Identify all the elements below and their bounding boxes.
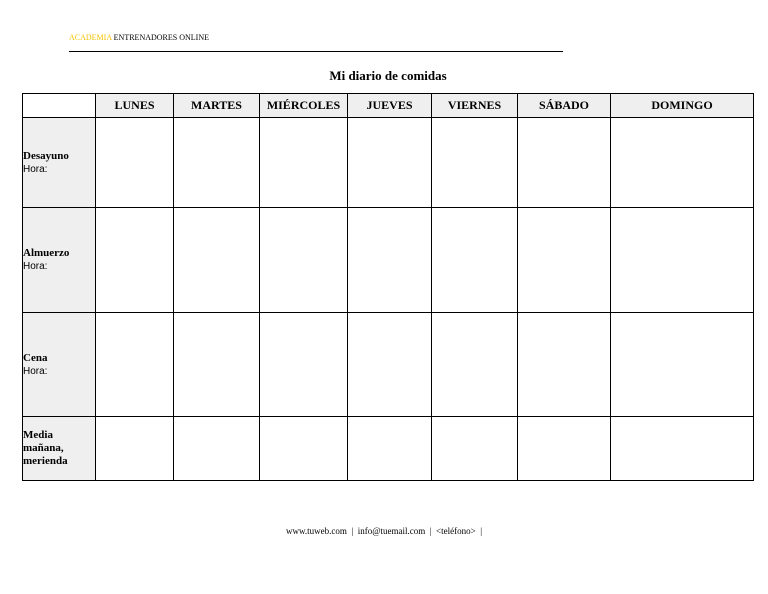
footer-email: info@tuemail.com <box>357 526 426 536</box>
corner-cell <box>23 94 96 118</box>
day-header: DOMINGO <box>611 94 754 118</box>
meal-name: Cena <box>23 351 48 364</box>
day-header-row <box>23 94 754 118</box>
meal-name: Almuerzo <box>23 247 70 259</box>
entry-cell[interactable] <box>260 118 348 208</box>
table-row <box>23 118 754 208</box>
footer-contact: www.tuweb.com | info@tuemail.com | <teléfono> | <box>285 526 482 536</box>
entry-cell[interactable] <box>260 313 348 417</box>
meal-name: Media mañana, merienda <box>23 429 68 467</box>
day-header: MARTES <box>174 94 260 118</box>
meal-time-label: Hora: <box>23 365 48 377</box>
entry-cell[interactable] <box>174 118 260 208</box>
day-header: MIÉRCOLES <box>260 94 348 118</box>
entry-cell[interactable] <box>260 208 348 313</box>
day-header: VIERNES <box>432 94 518 118</box>
brand-name: ENTRENADORES ONLINE <box>113 33 209 42</box>
entry-cell[interactable] <box>348 118 432 208</box>
meal-time-label: Hora: <box>23 163 48 175</box>
entry-cell[interactable] <box>174 208 260 313</box>
entry-cell[interactable] <box>432 118 518 208</box>
table-row <box>23 417 754 481</box>
entry-cell[interactable] <box>174 313 260 417</box>
entry-cell[interactable] <box>348 208 432 313</box>
entry-cell[interactable] <box>518 417 611 481</box>
entry-cell[interactable] <box>348 313 432 417</box>
meal-name: Desayuno <box>23 149 69 162</box>
entry-cell[interactable] <box>611 313 754 417</box>
entry-cell[interactable] <box>611 208 754 313</box>
footer-website: www.tuweb.com <box>285 526 347 536</box>
table-row <box>23 208 754 313</box>
meal-label <box>23 208 96 313</box>
entry-cell[interactable] <box>518 313 611 417</box>
entry-cell[interactable] <box>96 118 174 208</box>
entry-cell[interactable] <box>518 208 611 313</box>
entry-cell[interactable] <box>96 313 174 417</box>
brand-header <box>69 33 209 42</box>
day-header: SÁBADO <box>518 94 611 118</box>
header-divider <box>69 51 563 52</box>
meal-diary-table <box>22 93 754 481</box>
meal-time-label: Hora: <box>23 261 48 272</box>
entry-cell[interactable] <box>432 313 518 417</box>
table-row <box>23 313 754 417</box>
page-title: Mi diario de comidas <box>329 68 447 83</box>
day-header: JUEVES <box>348 94 432 118</box>
day-header: LUNES <box>96 94 174 118</box>
meal-label <box>23 313 96 417</box>
entry-cell[interactable] <box>348 417 432 481</box>
brand-accent: ACADEMIA <box>69 33 112 42</box>
entry-cell[interactable] <box>260 417 348 481</box>
entry-cell[interactable] <box>96 208 174 313</box>
footer-phone: <teléfono> <box>436 526 476 536</box>
meal-label <box>23 417 96 481</box>
entry-cell[interactable] <box>518 118 611 208</box>
entry-cell[interactable] <box>432 417 518 481</box>
entry-cell[interactable] <box>96 417 174 481</box>
entry-cell[interactable] <box>432 208 518 313</box>
entry-cell[interactable] <box>611 417 754 481</box>
meal-label <box>23 118 96 208</box>
entry-cell[interactable] <box>611 118 754 208</box>
entry-cell[interactable] <box>174 417 260 481</box>
